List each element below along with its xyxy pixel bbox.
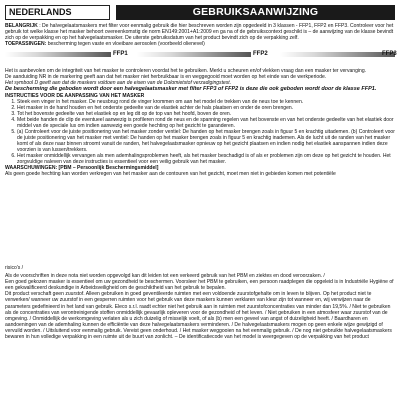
ffp3-label: FFP3 bbox=[382, 51, 397, 58]
instruction-step: 6. Het masker onmiddellijk vervangen als men ademhalingsproblemen heeft, als het masker beschadigd is of als er problemen zijn om deze op het gezicht te houden. Het zorgvuldige naleven van deze instructies is essentieel voor een veilig gebruik van het masker. bbox=[17, 153, 396, 165]
ffp1-label: FFP1 bbox=[113, 51, 128, 58]
warnings-title: WAARSCHUWINGEN: [PBM – Persoonlijk Beschermingsmiddel] bbox=[5, 165, 159, 172]
dolomite-paragraph: Het symbool D geeft aan dat de maskers voldoen aan de eisen van de Dolomietstof verzadigingstest. bbox=[5, 80, 232, 87]
intro-label: BELANGRIJK bbox=[5, 23, 38, 29]
warnings-text: Als geen goede hechting kan worden verkregen van het masker aan de contouren van het gezicht, moet men niet in gebieden komen met potentiële bbox=[5, 171, 336, 178]
warning-paragraph: Als de voorschriften in deze nota niet worden opgevolgd kan dit leiden tot een verkeerd gebruik van het PBM en ziektes en dood veroorzaken. / bbox=[5, 273, 325, 280]
intro-text: : De halvegelaatsmaskers met filter voor eenmalig gebruik die hier beschreven worden zijn opgedeeld in 3 klassen - FFP1, FFP2 en FFP3. Controleer voor het gebruik tot welke klasse het masker behoort overeenkomstig de norm EN149:2001+A1:2009 en ga na of de gebruikscontext geschikt is – de aanwijzing van de klasse bevindt zich op de verpakking en op het halvegelaatsmasker. De uiterste gebruiksdatum van het product bevindt zich op de verpakking zelf. bbox=[5, 23, 394, 42]
instruction-step: 3. Tot het bovenste gedeelte van het elastiek op en leg dit op de top van het hoofd, boven de oren. bbox=[17, 111, 396, 117]
instructions-title: INSTRUCTIES VOOR DE AANPASSING VAN HET MASKER bbox=[5, 92, 145, 99]
instruction-step: 4. Met beide handen de clip de eventueel aanwezig is profileren rond de neus en de spanning regelen van het bovenste en van het onderste gedeelte van het elastiek door middel van de speciale lus om indien aanwezig een goede hechting op het gezicht te garanderen. bbox=[17, 117, 396, 129]
applications-paragraph bbox=[5, 41, 396, 47]
integrity-paragraph: Het is aanbevolen om de integriteit van het masker te controleren voordat het te gebruiken. Merkt u scheuren en/of vlekken vraag dan een masker ter vervanging. bbox=[5, 68, 367, 75]
risk-line: risico's / bbox=[5, 265, 24, 271]
instruction-step: 5. (a) Controleert voor de juiste positionering van het masker zonder ventiel: De handen op het masker brengen zoals in figuur 5 en krachtig uitademen. (b) Controleert voor de juiste positionering van het masker met ventiel: De handen op het masker brengen zoals in figuur 5 en krachtig inademen. Als de lucht uit de randen van het masker komt of als deze naar binnen stroomt vanuit de randen, het halvegelaatsmasker opnieuw op het gezicht plaatsen en indien nodig het elastiek aanspannen indien deze voorzien is van lussen/trekkers. bbox=[17, 129, 396, 153]
upper-content bbox=[5, 23, 396, 177]
nr-marking-paragraph: De aanduiding NR in de markering geeft aan dat het masker niet herbruikbaar is en weggegooid moet worden op het einde van de werkperiode. bbox=[5, 74, 327, 81]
instructions-list bbox=[5, 99, 396, 166]
warning-paragraph: Een goed gekozen masker is essentieel om uw gezondheid te beschermen. Voorsleer het PBM te gebruiken, een persoon raadplegen die opgeleid is in Industriële Hygiëne of een gekwalificeerd deskundige in Arbeidsveiligheid om de geschiktheid van het gebruik te bepalen. bbox=[5, 279, 394, 292]
ffp1-gradient-bar bbox=[5, 52, 111, 57]
intro-paragraph bbox=[5, 23, 396, 41]
ffp2-label: FFP2 bbox=[253, 51, 268, 58]
applications-text: bescherming tegen vaste en vloeibare aerosolen (voorbeeld olienevel) bbox=[46, 41, 205, 48]
language-label: NEDERLANDS bbox=[5, 5, 110, 20]
instruction-step: 1. Steek een vinger in het masker. De neusbrug rond de vinger krommen om aan het model de trekken van de neus toe te kennen. bbox=[17, 99, 396, 105]
header-bar bbox=[5, 5, 395, 20]
lower-content bbox=[5, 265, 396, 340]
ffp2-gradient-bar bbox=[137, 52, 251, 57]
protection-note: De bescherming die geboden wordt door een halvegelaatsmasker met filter FFP3 of FFP2 is deze die ook geboden wordt door de klasse FFP1. bbox=[5, 86, 377, 93]
warning-paragraph: Dit product verschaft geen zuurstof. Alleen gebruiken in goed geventileerde ruimten met een voldoende zuurstofgehalte om in leven te blijven. Op het product niet te verwerken/ wanneer uw zuurstof in een gesperren ruimten voor het gebruik van deze maskers kunnen verklaren van kleur zijn tot wanneer en, wij verwijzen naar de parameters gedefinieerd in het land van gebruik. Eleco s.r.l. raadt echter niet het gebruik aan in ruimten met zuurstofconcentraties van minder dan 19,5%. / Niet te gebruiken als de concentraties van verontreinigende stoffen onmiddellijk gevaarlijk opleveren voor de gezondheid of het leven. / Niet gebruiken in een atmosfeer waar zuurstof van de omgeving. / Onmiddellijk de werkomgeving verlaten als u zich duizelig of misselijk voelt, of als (b) men een geveel van angst of duizeligheid heeft. / Baardharen en aandoeningen van de ademhaling kunnen de efficiëntie van deze halvegelaatsmaskers verminderen. / De halvegelaatsmaskers mogen op geen enkele wijze gewijzigd of vervuild worden. / Uitsluitend voor eenmalig gebruik. Vereist geen onderhoud. / Het masker weggooien na het eenmalig gebruik. / De nog niet gebruikte halvegelaatsmaskers bewaren in hun volledige verpakking in een ruimte uit de buurt van zonlicht. – De identificatiecode van het model is weergegeven op de verpakking van het product bbox=[5, 291, 392, 341]
ffp-class-scale bbox=[5, 48, 396, 66]
applications-label: TOEPASSINGEN: bbox=[5, 41, 47, 48]
ffp3-gradient-bar bbox=[280, 52, 395, 57]
instruction-step: 2. Het masker in de hand houden en het onderste gedeelte van de elastiek achter de hals plaatsen en onder de oren brengen. bbox=[17, 105, 396, 111]
document-title: GEBRUIKSAANWIJZING bbox=[116, 5, 395, 20]
